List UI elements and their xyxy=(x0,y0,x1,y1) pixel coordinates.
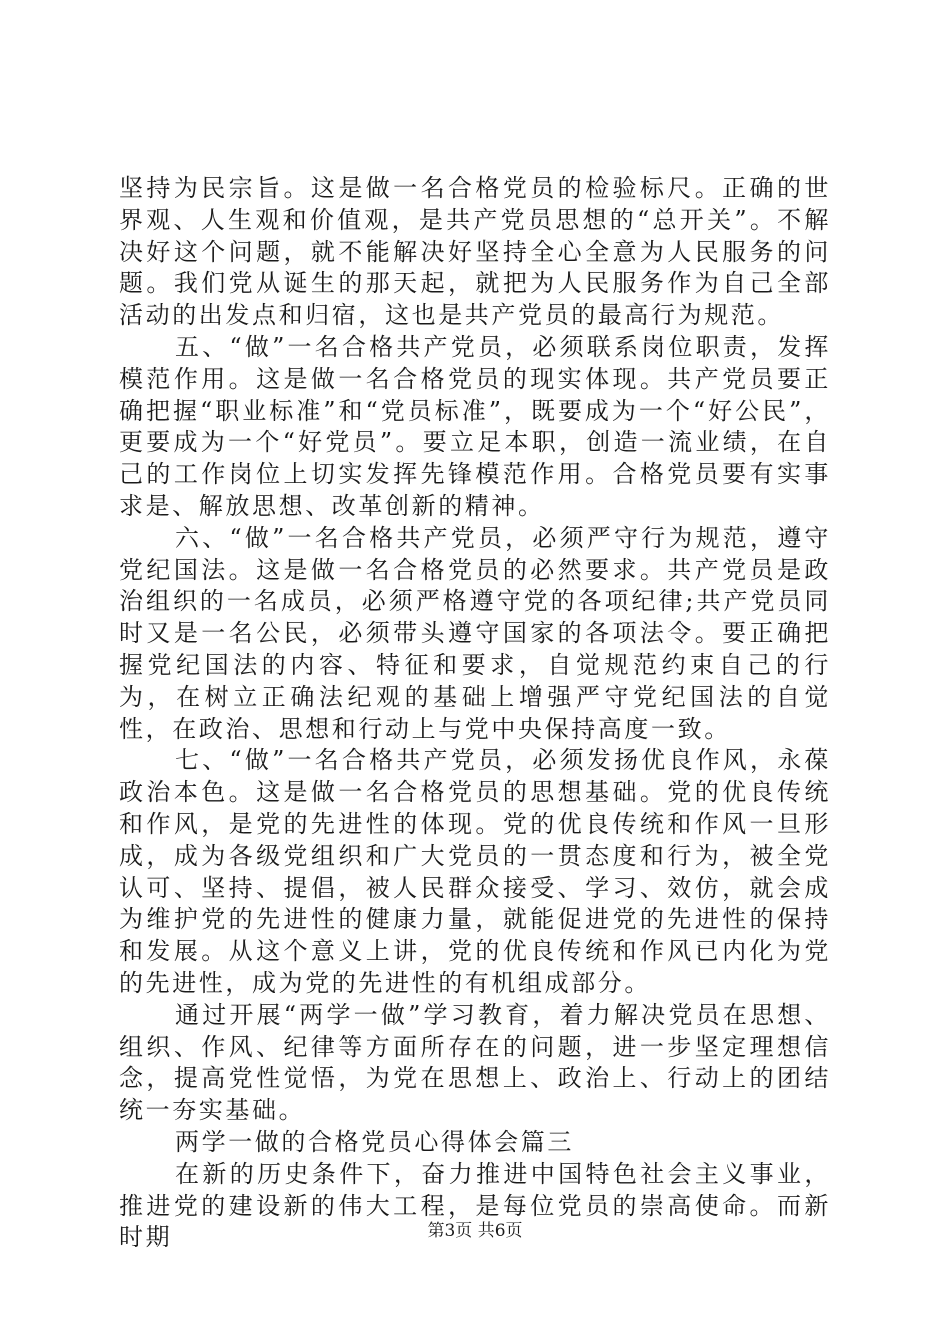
page-number-footer: 第3页 共6页 xyxy=(427,1221,523,1241)
section-heading: 两学一做的合格党员心得体会篇三 xyxy=(175,1127,574,1156)
document-body xyxy=(119,173,831,1254)
paragraph-4: 七、“做”一名合格共产党员，必须发扬优良作风，永葆政治本色。这是做一名合格党员的思想基础。党的优良传统和作风，是党的先进性的体现。党的优良传统和作风一旦形成，成为各级党组织和广大党员的一贯态度和行为，被全党认可、坚持、提倡，被人民群众接受、学习、效仿，就会成为维护党的先进性的健康力量，就能促进党的先进性的保持和发展。从这个意义上讲，党的优良传统和作风已内化为党的先进性，成为党的先进性的有机组成部分。 xyxy=(119,746,831,997)
paragraph-5: 通过开展“两学一做”学习教育，着力解决党员在思想、组织、作风、纪律等方面所存在的问题，进一步坚定理想信念，提高党性觉悟，为党在思想上、政治上、行动上的团结统一夯实基础。 xyxy=(119,1000,831,1125)
paragraph-6: 在新的历史条件下，奋力推进中国特色社会主义事业，推进党的建设新的伟大工程，是每位党员的崇高使命。而新时期 xyxy=(119,1159,831,1252)
paragraph-1: 坚持为民宗旨。这是做一名合格党员的检验标尺。正确的世界观、人生观和价值观，是共产党员思想的“总开关”。不解决好这个问题，就不能解决好坚持全心全意为人民服务的问题。我们党从诞生的那天起，就把为人民服务作为自己全部活动的出发点和归宿，这也是共产党员的最高行为规范。 xyxy=(119,174,831,330)
paragraph-2: 五、“做”一名合格共产党员，必须联系岗位职责，发挥模范作用。这是做一名合格党员的现实体现。共产党员要正确把握“职业标准”和“党员标准”，既要成为一个“好公民”，更要成为一个“好党员”。要立足本职，创造一流业绩，在自己的工作岗位上切实发挥先锋模范作用。合格党员要有实事求是、解放思想、改革创新的精神。 xyxy=(119,332,831,520)
paragraph-3: 六、“做”一名合格共产党员，必须严守行为规范，遵守党纪国法。这是做一名合格党员的必然要求。共产党员是政治组织的一名成员，必须严格遵守党的各项纪律;共产党员同时又是一名公民，必须带头遵守国家的各项法令。要正确把握党纪国法的内容、特征和要求，自觉规范约束自己的行为，在树立正确法纪观的基础上增强严守党纪国法的自觉性，在政治、思想和行动上与党中央保持高度一致。 xyxy=(119,523,831,743)
